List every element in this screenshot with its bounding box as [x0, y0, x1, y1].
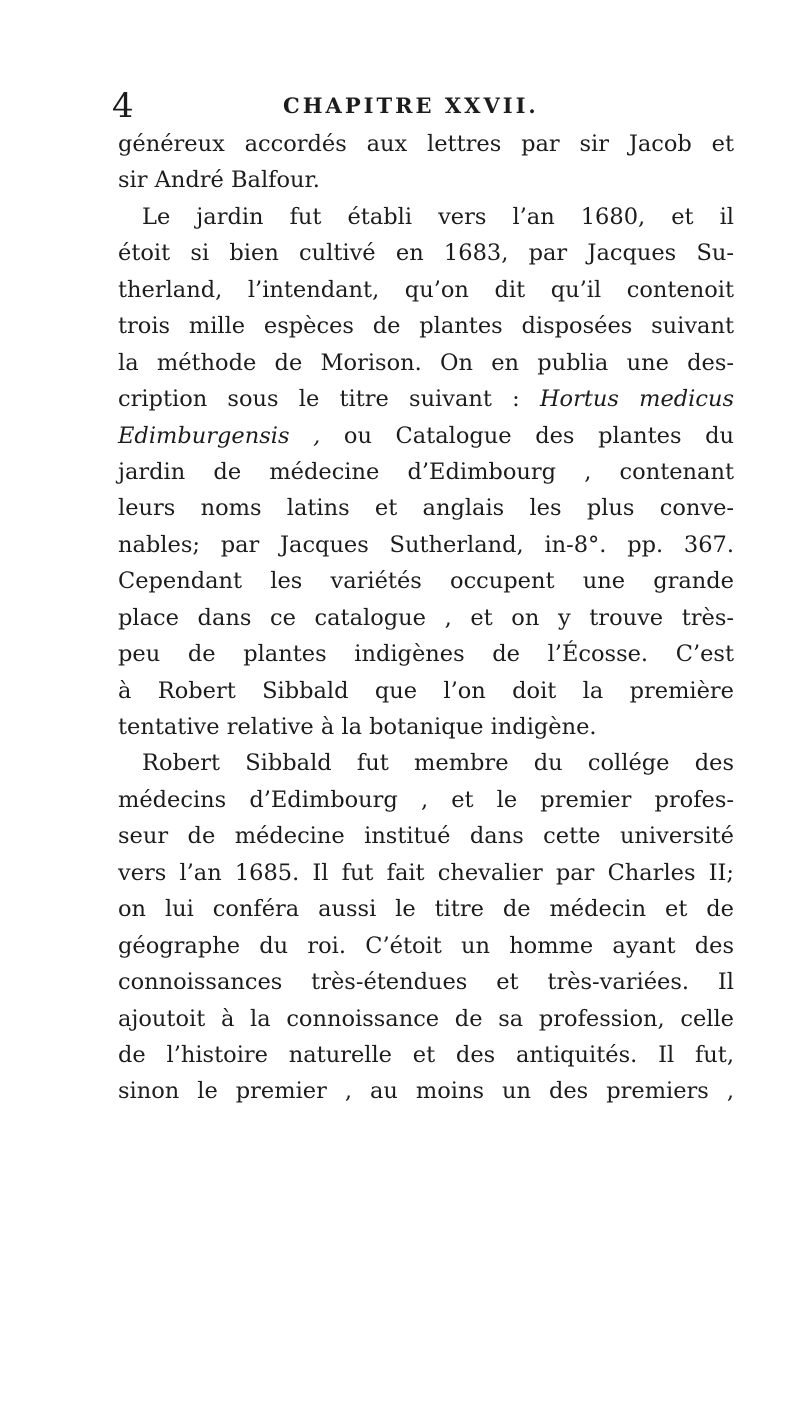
- text-line: connoissances très-étendues et très-variées. Il: [118, 969, 734, 996]
- text-line: de l’histoire naturelle et des antiquités. Il fut,: [118, 1041, 734, 1068]
- text-line: vers l’an 1685. Il fut fait chevalier par Charles II;: [118, 859, 734, 886]
- running-head: CHAPITRE XXVII.: [283, 93, 539, 118]
- text-line: la méthode de Morison. On en publia une des-: [118, 349, 734, 376]
- text-line: Cependant les variétés occupent une grande: [118, 568, 734, 595]
- text-line: on lui conféra aussi le titre de médecin et de: [118, 896, 734, 923]
- line-text: ou Catalogue des plantes du: [320, 422, 735, 449]
- text-line: sir André Balfour.: [118, 167, 320, 194]
- line-text: cription sous le titre suivant :: [118, 386, 520, 413]
- text-line: jardin de médecine d’Edimbourg , contenant: [118, 458, 734, 485]
- page-header: [112, 86, 732, 126]
- text-line: étoit si bien cultivé en 1683, par Jacques Su-: [118, 240, 734, 267]
- text-line: leurs noms latins et anglais les plus conve-: [118, 495, 734, 522]
- paragraph-start-line: Robert Sibbald fut membre du collége des: [142, 750, 734, 777]
- paragraph-start-line: Le jardin fut établi vers l’an 1680, et il: [142, 203, 734, 230]
- text-line: ajoutoit à la connoissance de sa profession, celle: [118, 1005, 734, 1032]
- text-line: trois mille espèces de plantes disposées suivant: [118, 313, 734, 340]
- text-line-with-title: [118, 418, 734, 454]
- text-line: seur de médecine institué dans cette université: [118, 823, 734, 850]
- page-number: 4: [112, 86, 134, 126]
- text-line: place dans ce catalogue , et on y trouve très-: [118, 604, 734, 631]
- text-line: sinon le premier , au moins un des premiers ,: [118, 1078, 734, 1105]
- text-line: peu de plantes indigènes de l’Écosse. C’est: [118, 641, 734, 668]
- text-line: médecins d’Edimbourg , et le premier profes-: [118, 786, 734, 813]
- text-line: therland, l’intendant, qu’on dit qu’il contenoit: [118, 276, 734, 303]
- text-line: géographe du roi. C’étoit un homme ayant des: [118, 932, 734, 959]
- text-line: tentative relative à la botanique indigène.: [118, 714, 597, 740]
- text-line: nables; par Jacques Sutherland, in-8°. pp. 367.: [118, 531, 734, 558]
- text-line-with-title: [118, 381, 734, 417]
- text-line: généreux accordés aux lettres par sir Jacob et: [118, 131, 734, 157]
- body-text: [118, 126, 734, 1110]
- text-line: à Robert Sibbald que l’on doit la première: [118, 677, 734, 704]
- italic-title-continued: Edimburgensis ,: [118, 422, 321, 449]
- italic-title: Hortus medicus: [539, 386, 734, 413]
